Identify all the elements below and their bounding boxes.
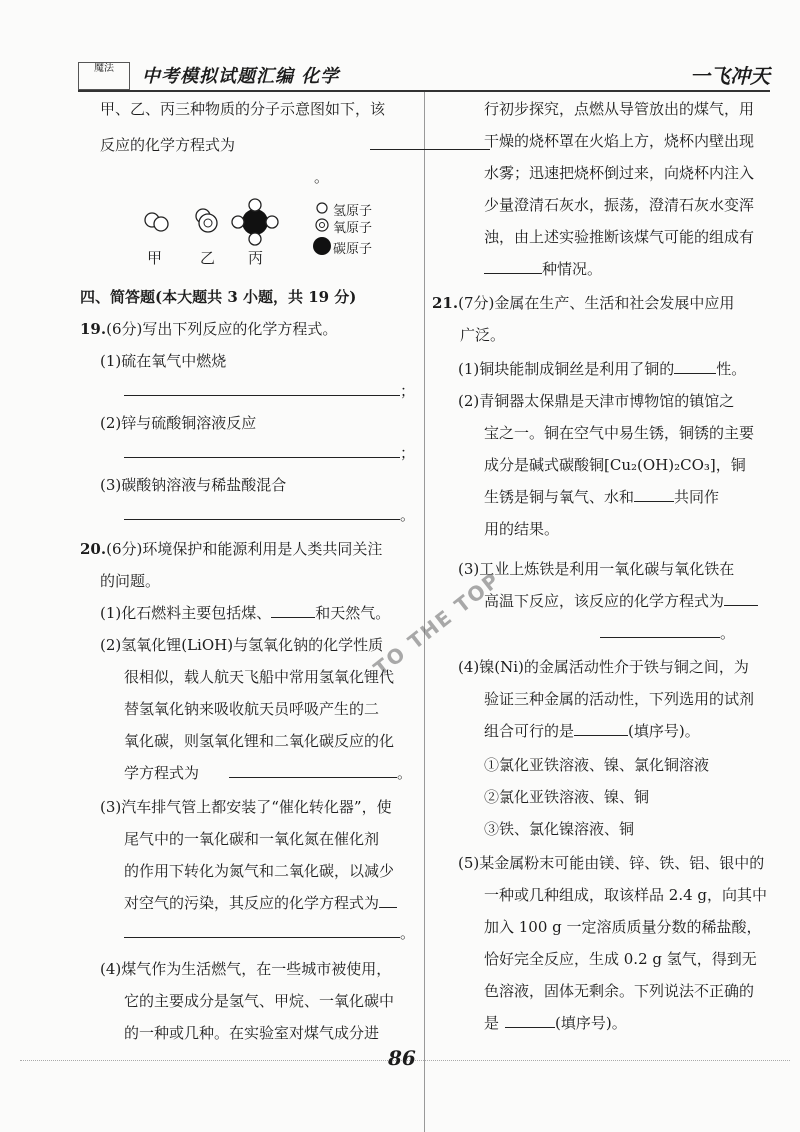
q20-1-text-b: 和天然气。: [315, 604, 391, 622]
q20-part2-line1: (2)氢氧化锂(LiOH)与氢氧化钠的化学性质: [100, 636, 384, 654]
q20-part4-line2: 它的主要成分是氢气、甲烷、一氧化碳中: [124, 992, 395, 1010]
q21-5-blank[interactable]: [505, 1013, 555, 1028]
q20-part2-line2: 很相似，载人航天飞船中常用氢氧化锂代: [124, 668, 395, 686]
section-heading-4: 四、简答题(本大题共 3 小题，共 19 分): [80, 288, 357, 306]
q21-3-blank-line2[interactable]: [600, 623, 720, 638]
q21-text1: (7分)金属在生产、生活和社会发展中应用: [458, 294, 735, 312]
q21-5-text-b: (填序号)。: [555, 1014, 627, 1032]
q21-part2-line5: 用的结果。: [484, 520, 560, 538]
series-logo: 魔法: [78, 62, 130, 90]
period-mark: 。: [400, 924, 416, 942]
q21-option-2: ②氯化亚铁溶液、镍、铜: [484, 788, 650, 806]
q21-4-blank[interactable]: [574, 721, 628, 736]
q21-4-text-a: 组合可行的是: [484, 722, 575, 740]
q20-text2: 的问题。: [100, 572, 161, 590]
q20-part3-line3: 的作用下转化为氮气和二氧化碳，以减少: [124, 862, 395, 880]
q21-2-text-b: 共同作: [674, 488, 720, 506]
page-number: 86: [388, 1046, 416, 1070]
q21-option-1: ①氯化亚铁溶液、镍、氯化铜溶液: [484, 756, 710, 774]
q19-text: (6分)写出下列反应的化学方程式。: [106, 320, 338, 338]
q20-part3-line2: 尾气中的一氧化碳和一氧化氮在催化剂: [124, 830, 380, 848]
label-bing: 丙: [248, 249, 264, 267]
q21-part3-line2: [484, 590, 758, 611]
q21-part5-line3: 加入 100 g 一定溶质质量分数的稀盐酸，: [484, 918, 762, 936]
q20-part2-line3: 替氢氧化钠来吸收航天员呼吸产生的二: [124, 700, 380, 718]
q21-part5-line2: 一种或几种组成，取该样品 2.4 g，向其中: [484, 886, 767, 904]
q21-text2: 广泛。: [460, 326, 506, 344]
q21-1-text-a: (1)铜块能制成铜丝是利用了铜的: [458, 360, 675, 378]
q20-1-text-a: (1)化石燃料主要包括煤、: [100, 604, 272, 622]
legend-hydrogen: 氢原子: [333, 204, 373, 219]
semicolon: ；: [400, 382, 416, 400]
q21-part4-line3: [484, 720, 700, 741]
q20-part4-line1: (4)煤气作为生活燃气，在一些城市被使用，: [100, 960, 392, 978]
q20-3-text: 对空气的污染，其反应的化学方程式为: [124, 894, 380, 912]
q20-part4-line3: 的一种或几种。在实验室对煤气成分进: [124, 1024, 380, 1042]
q21-4-text-b: (填序号)。: [628, 722, 700, 740]
label-yi: 乙: [200, 249, 216, 267]
q21-part2-line3: 成分是碱式碳酸铜[Cu₂(OH)₂CO₃]，铜: [484, 456, 746, 474]
semicolon: ；: [400, 444, 416, 462]
q20-4-cont-line3: 水雾；迅速把烧杯倒过来，向烧杯内注入: [484, 164, 755, 182]
watermark-text: TO THE TOP: [368, 567, 505, 681]
period-mark: 。: [397, 764, 413, 782]
q20-part2-line4: 氧化碳，则氢氧化锂和二氧化碳反应的化: [124, 732, 395, 750]
q21-option-3: ③铁、氯化镍溶液、铜: [484, 820, 635, 838]
q19-part3: (3)碳酸钠溶液与稀盐酸混合: [100, 476, 287, 494]
q21-1-text-b: 性。: [716, 360, 747, 378]
q19-part1: (1)硫在氧气中燃烧: [100, 352, 227, 370]
q18-end-mark: 。: [314, 168, 330, 186]
period-mark: 。: [400, 506, 416, 524]
q20-number: 20.: [80, 540, 107, 558]
q21-5-text-a: 是: [484, 1014, 500, 1032]
q20-4-cont-line1: 行初步探究，点燃从导管放出的煤气，用: [484, 100, 755, 118]
q21-3-blank[interactable]: [724, 591, 758, 606]
q18-stem-line1: 甲、乙、丙三种物质的分子示意图如下，该: [100, 100, 386, 118]
q21-1-blank[interactable]: [674, 359, 716, 374]
series-name: 一飞冲天: [690, 64, 770, 88]
legend-oxygen: 氧原子: [333, 221, 373, 236]
label-jia: 甲: [147, 249, 163, 267]
q21-part3-line1: (3)工业上炼铁是利用一氧化碳与氧化铁在: [458, 560, 735, 578]
q21-2-blank[interactable]: [634, 487, 674, 502]
q20-4-cont-line5: 浊，由上述实验推断该煤气可能的组成有: [484, 228, 755, 246]
q20-4-cont-line4: 少量澄清石灰水，振荡，澄清石灰水变浑: [484, 196, 755, 214]
q21-part5-line6: [484, 1012, 627, 1033]
q21-part1: [458, 358, 746, 379]
q18-stem-text: 反应的化学方程式为: [100, 136, 236, 154]
q21-part3-answer: [600, 622, 735, 643]
q19-part2: (2)锌与硫酸铜溶液反应: [100, 414, 257, 432]
q21-part5-line4: 恰好完全反应，生成 0.2 g 氢气，得到无: [484, 950, 757, 968]
q20-4-cont-line6: [484, 258, 602, 279]
q21-part2-line1: (2)青铜器太保鼎是天津市博物馆的镇馆之: [458, 392, 735, 410]
q21-part2-line4: [484, 486, 719, 507]
q21-part4-line1: (4)镍(Ni)的金属活动性介于铁与铜之间，为: [458, 658, 749, 676]
q19-number: 19.: [80, 320, 107, 338]
period-mark: 。: [720, 624, 736, 642]
q21-stem: [432, 292, 734, 313]
q21-2-text-a: 生锈是铜与氧气、水和: [484, 488, 635, 506]
q20-text1: (6分)环境保护和能源利用是人类共同关注: [106, 540, 383, 558]
q20-2-text: 学方程式为: [124, 764, 200, 782]
q21-part2-line2: 宝之一。铜在空气中易生锈，铜锈的主要: [484, 424, 755, 442]
q20-4-cont-line2: 干燥的烧杯罩在火焰上方，烧杯内壁出现: [484, 132, 755, 150]
q20-4-blank[interactable]: [484, 259, 542, 274]
q20-4-text: 种情况。: [542, 260, 603, 278]
q21-part5-line5: 色溶液，固体无剩余。下列说法不正确的: [484, 982, 755, 1000]
book-title: 中考模拟试题汇编 化学: [142, 66, 340, 87]
q21-3-text: 高温下反应，该反应的化学方程式为: [484, 592, 725, 610]
legend-carbon: 碳原子: [333, 242, 373, 257]
q21-number: 21.: [432, 294, 459, 312]
q20-part3-line1: (3)汽车排气管上都安装了“催化转化器”，使: [100, 798, 392, 816]
q21-part5-line1: (5)某金属粉末可能由镁、锌、铁、铝、银中的: [458, 854, 765, 872]
q21-part4-line2: 验证三种金属的活动性，下列选用的试剂: [484, 690, 755, 708]
